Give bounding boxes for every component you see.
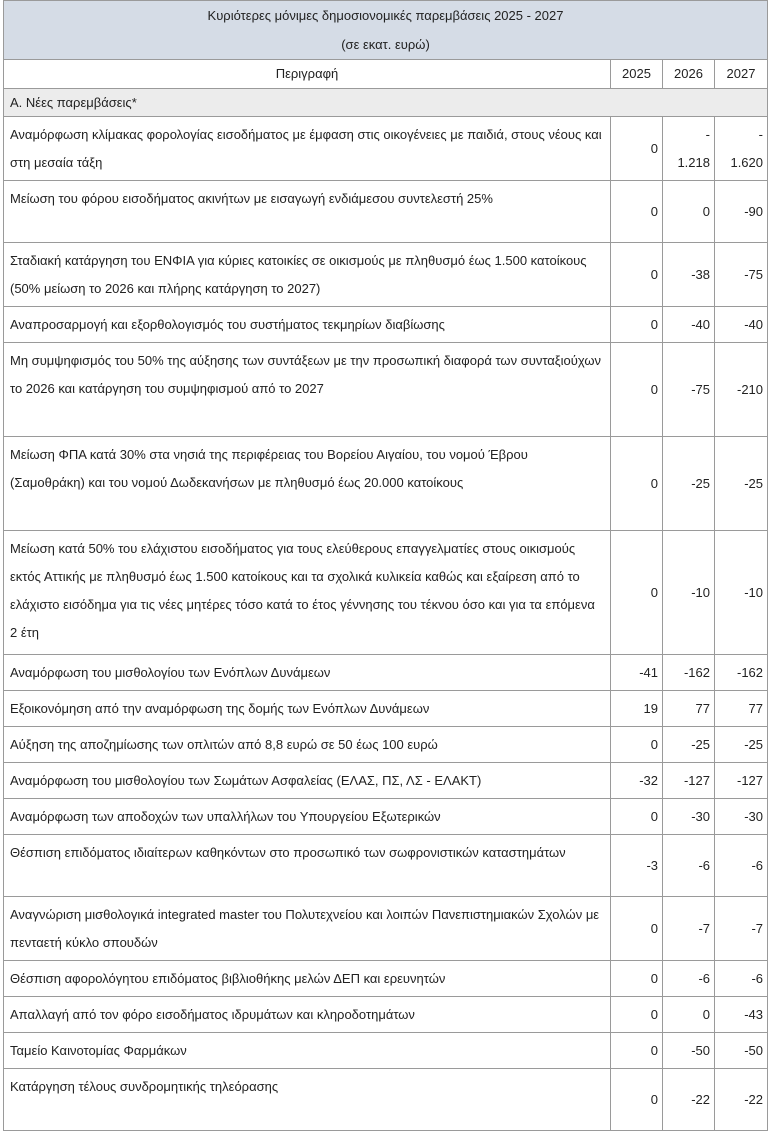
row-value-2027: -6 bbox=[715, 961, 768, 997]
table-row bbox=[4, 655, 768, 691]
row-description: Αναμόρφωση του μισθολογίου των Σωμάτων Ασφαλείας (ΕΛΑΣ, ΠΣ, ΛΣ - ΕΛΑΚΤ) bbox=[4, 763, 611, 799]
row-description: Μείωση ΦΠΑ κατά 30% στα νησιά της περιφέρειας του Βορείου Αιγαίου, του νομού Έβρου (Σαμοθράκη) και του νομού Δωδεκανήσων με πληθυσμό έως 20.000 κατοίκους bbox=[4, 437, 611, 531]
table-row bbox=[4, 531, 768, 655]
row-value-2026: -10 bbox=[663, 531, 715, 655]
header-2026: 2026 bbox=[663, 60, 715, 89]
row-value-2027: -127 bbox=[715, 763, 768, 799]
row-value-2026: -40 bbox=[663, 307, 715, 343]
row-value-2026: -6 bbox=[663, 835, 715, 897]
row-value-2027: -6 bbox=[715, 835, 768, 897]
row-value-2025: 0 bbox=[611, 897, 663, 961]
table-row bbox=[4, 181, 768, 243]
row-value-2027: -162 bbox=[715, 655, 768, 691]
table-row bbox=[4, 117, 768, 181]
table-row bbox=[4, 961, 768, 997]
row-value-2025: 0 bbox=[611, 1033, 663, 1069]
row-description: Απαλλαγή από τον φόρο εισοδήματος ιδρυμάτων και κληροδοτημάτων bbox=[4, 997, 611, 1033]
row-description: Θέσπιση αφορολόγητου επιδόματος βιβλιοθήκης μελών ΔΕΠ και ερευνητών bbox=[4, 961, 611, 997]
table-row bbox=[4, 763, 768, 799]
row-description: Μείωση κατά 50% του ελάχιστου εισοδήματος για τους ελεύθερους επαγγελματίες στους οικισμούς εκτός Αττικής με πληθυσμό έως 1.500 κατοίκους και τα σχολικά κυλικεία καθώς και εξαίρεση από το ελάχιστο εισόδημα για τις νέες μητέρες τόσο κατά το έτος γέννησης του τέκνου όσο και για τα επόμενα 2 έτη bbox=[4, 531, 611, 655]
row-description: Σταδιακή κατάργηση του ΕΝΦΙΑ για κύριες κατοικίες σε οικισμούς με πληθυσμό έως 1.500 κατοίκους (50% μείωση το 2026 και πλήρης κατάργηση το 2027) bbox=[4, 243, 611, 307]
table-header-row bbox=[4, 60, 768, 89]
row-value-2025: 0 bbox=[611, 437, 663, 531]
row-value-2027: -10 bbox=[715, 531, 768, 655]
table-row bbox=[4, 1033, 768, 1069]
section-a-row bbox=[4, 89, 768, 117]
row-value-2025: 0 bbox=[611, 997, 663, 1033]
table-title-line1: Κυριότερες μόνιμες δημοσιονομικές παρεμβάσεις 2025 - 2027 bbox=[207, 8, 564, 23]
row-value-2026: - 1.218 bbox=[663, 117, 715, 181]
row-value-2025: 0 bbox=[611, 117, 663, 181]
row-value-2025: 0 bbox=[611, 799, 663, 835]
row-value-2025: 0 bbox=[611, 727, 663, 763]
table-title-row bbox=[4, 1, 768, 60]
row-value-2025: 0 bbox=[611, 343, 663, 437]
row-value-2026: -25 bbox=[663, 437, 715, 531]
row-value-2027: -40 bbox=[715, 307, 768, 343]
row-value-2026: -7 bbox=[663, 897, 715, 961]
row-value-2026: -162 bbox=[663, 655, 715, 691]
row-value-2026: -22 bbox=[663, 1069, 715, 1131]
header-description: Περιγραφή bbox=[4, 60, 611, 89]
row-value-2027: -210 bbox=[715, 343, 768, 437]
row-value-2027: -25 bbox=[715, 727, 768, 763]
row-value-2027: -22 bbox=[715, 1069, 768, 1131]
row-value-2026: -38 bbox=[663, 243, 715, 307]
row-value-2027: - 1.620 bbox=[715, 117, 768, 181]
row-value-2026: -6 bbox=[663, 961, 715, 997]
row-value-2026: -50 bbox=[663, 1033, 715, 1069]
table-row bbox=[4, 691, 768, 727]
header-2027: 2027 bbox=[715, 60, 768, 89]
row-value-2026: 0 bbox=[663, 181, 715, 243]
fiscal-measures-table-container bbox=[3, 0, 767, 1131]
row-description: Αναπροσαρμογή και εξορθολογισμός του συστήματος τεκμηρίων διαβίωσης bbox=[4, 307, 611, 343]
row-value-2027: -50 bbox=[715, 1033, 768, 1069]
row-description: Εξοικονόμηση από την αναμόρφωση της δομής των Ενόπλων Δυνάμεων bbox=[4, 691, 611, 727]
row-value-2025: 19 bbox=[611, 691, 663, 727]
row-value-2027: -90 bbox=[715, 181, 768, 243]
table-row bbox=[4, 437, 768, 531]
row-value-2025: -41 bbox=[611, 655, 663, 691]
row-value-2025: 0 bbox=[611, 243, 663, 307]
table-row bbox=[4, 799, 768, 835]
header-2025: 2025 bbox=[611, 60, 663, 89]
row-value-2025: 0 bbox=[611, 531, 663, 655]
row-value-2025: 0 bbox=[611, 307, 663, 343]
table-row bbox=[4, 1069, 768, 1131]
row-description: Αύξηση της αποζημίωσης των οπλιτών από 8,8 ευρώ σε 50 έως 100 ευρώ bbox=[4, 727, 611, 763]
table-row bbox=[4, 343, 768, 437]
row-value-2026: -25 bbox=[663, 727, 715, 763]
row-description: Αναγνώριση μισθολογικά integrated master του Πολυτεχνείου και λοιπών Πανεπιστημιακών Σχολών με πενταετή κύκλο σπουδών bbox=[4, 897, 611, 961]
row-description: Αναμόρφωση κλίμακας φορολογίας εισοδήματος με έμφαση στις οικογένειες με παιδιά, στους νέους και στη μεσαία τάξη bbox=[4, 117, 611, 181]
table-title-line2: (σε εκατ. ευρώ) bbox=[341, 37, 430, 52]
row-value-2025: 0 bbox=[611, 181, 663, 243]
row-description: Αναμόρφωση του μισθολογίου των Ενόπλων Δυνάμεων bbox=[4, 655, 611, 691]
row-description: Θέσπιση επιδόματος ιδιαίτερων καθηκόντων στο προσωπικό των σωφρονιστικών καταστημάτων bbox=[4, 835, 611, 897]
row-value-2027: -30 bbox=[715, 799, 768, 835]
row-description: Αναμόρφωση των αποδοχών των υπαλλήλων του Υπουργείου Εξωτερικών bbox=[4, 799, 611, 835]
table-body bbox=[4, 117, 768, 1131]
row-value-2026: 0 bbox=[663, 997, 715, 1033]
row-value-2025: 0 bbox=[611, 1069, 663, 1131]
fiscal-measures-table bbox=[3, 0, 768, 1131]
row-value-2027: -75 bbox=[715, 243, 768, 307]
table-row bbox=[4, 835, 768, 897]
row-value-2027: -7 bbox=[715, 897, 768, 961]
row-value-2025: -3 bbox=[611, 835, 663, 897]
row-description: Μη συμψηφισμός του 50% της αύξησης των συντάξεων με την προσωπική διαφορά των συνταξιούχων το 2026 και κατάργηση του συμψηφισμού από το 2027 bbox=[4, 343, 611, 437]
table-row bbox=[4, 897, 768, 961]
table-row bbox=[4, 243, 768, 307]
row-value-2026: -30 bbox=[663, 799, 715, 835]
row-description: Κατάργηση τέλους συνδρομητικής τηλεόρασης bbox=[4, 1069, 611, 1131]
table-row bbox=[4, 727, 768, 763]
row-value-2025: -32 bbox=[611, 763, 663, 799]
row-value-2027: -43 bbox=[715, 997, 768, 1033]
section-a-label: Α. Νέες παρεμβάσεις* bbox=[4, 89, 768, 117]
row-value-2026: 77 bbox=[663, 691, 715, 727]
table-row bbox=[4, 997, 768, 1033]
table-title bbox=[4, 1, 768, 60]
row-value-2026: -75 bbox=[663, 343, 715, 437]
row-value-2026: -127 bbox=[663, 763, 715, 799]
row-value-2025: 0 bbox=[611, 961, 663, 997]
row-description: Μείωση του φόρου εισοδήματος ακινήτων με εισαγωγή ενδιάμεσου συντελεστή 25% bbox=[4, 181, 611, 243]
row-value-2027: -25 bbox=[715, 437, 768, 531]
table-row bbox=[4, 307, 768, 343]
row-value-2027: 77 bbox=[715, 691, 768, 727]
row-description: Ταμείο Καινοτομίας Φαρμάκων bbox=[4, 1033, 611, 1069]
